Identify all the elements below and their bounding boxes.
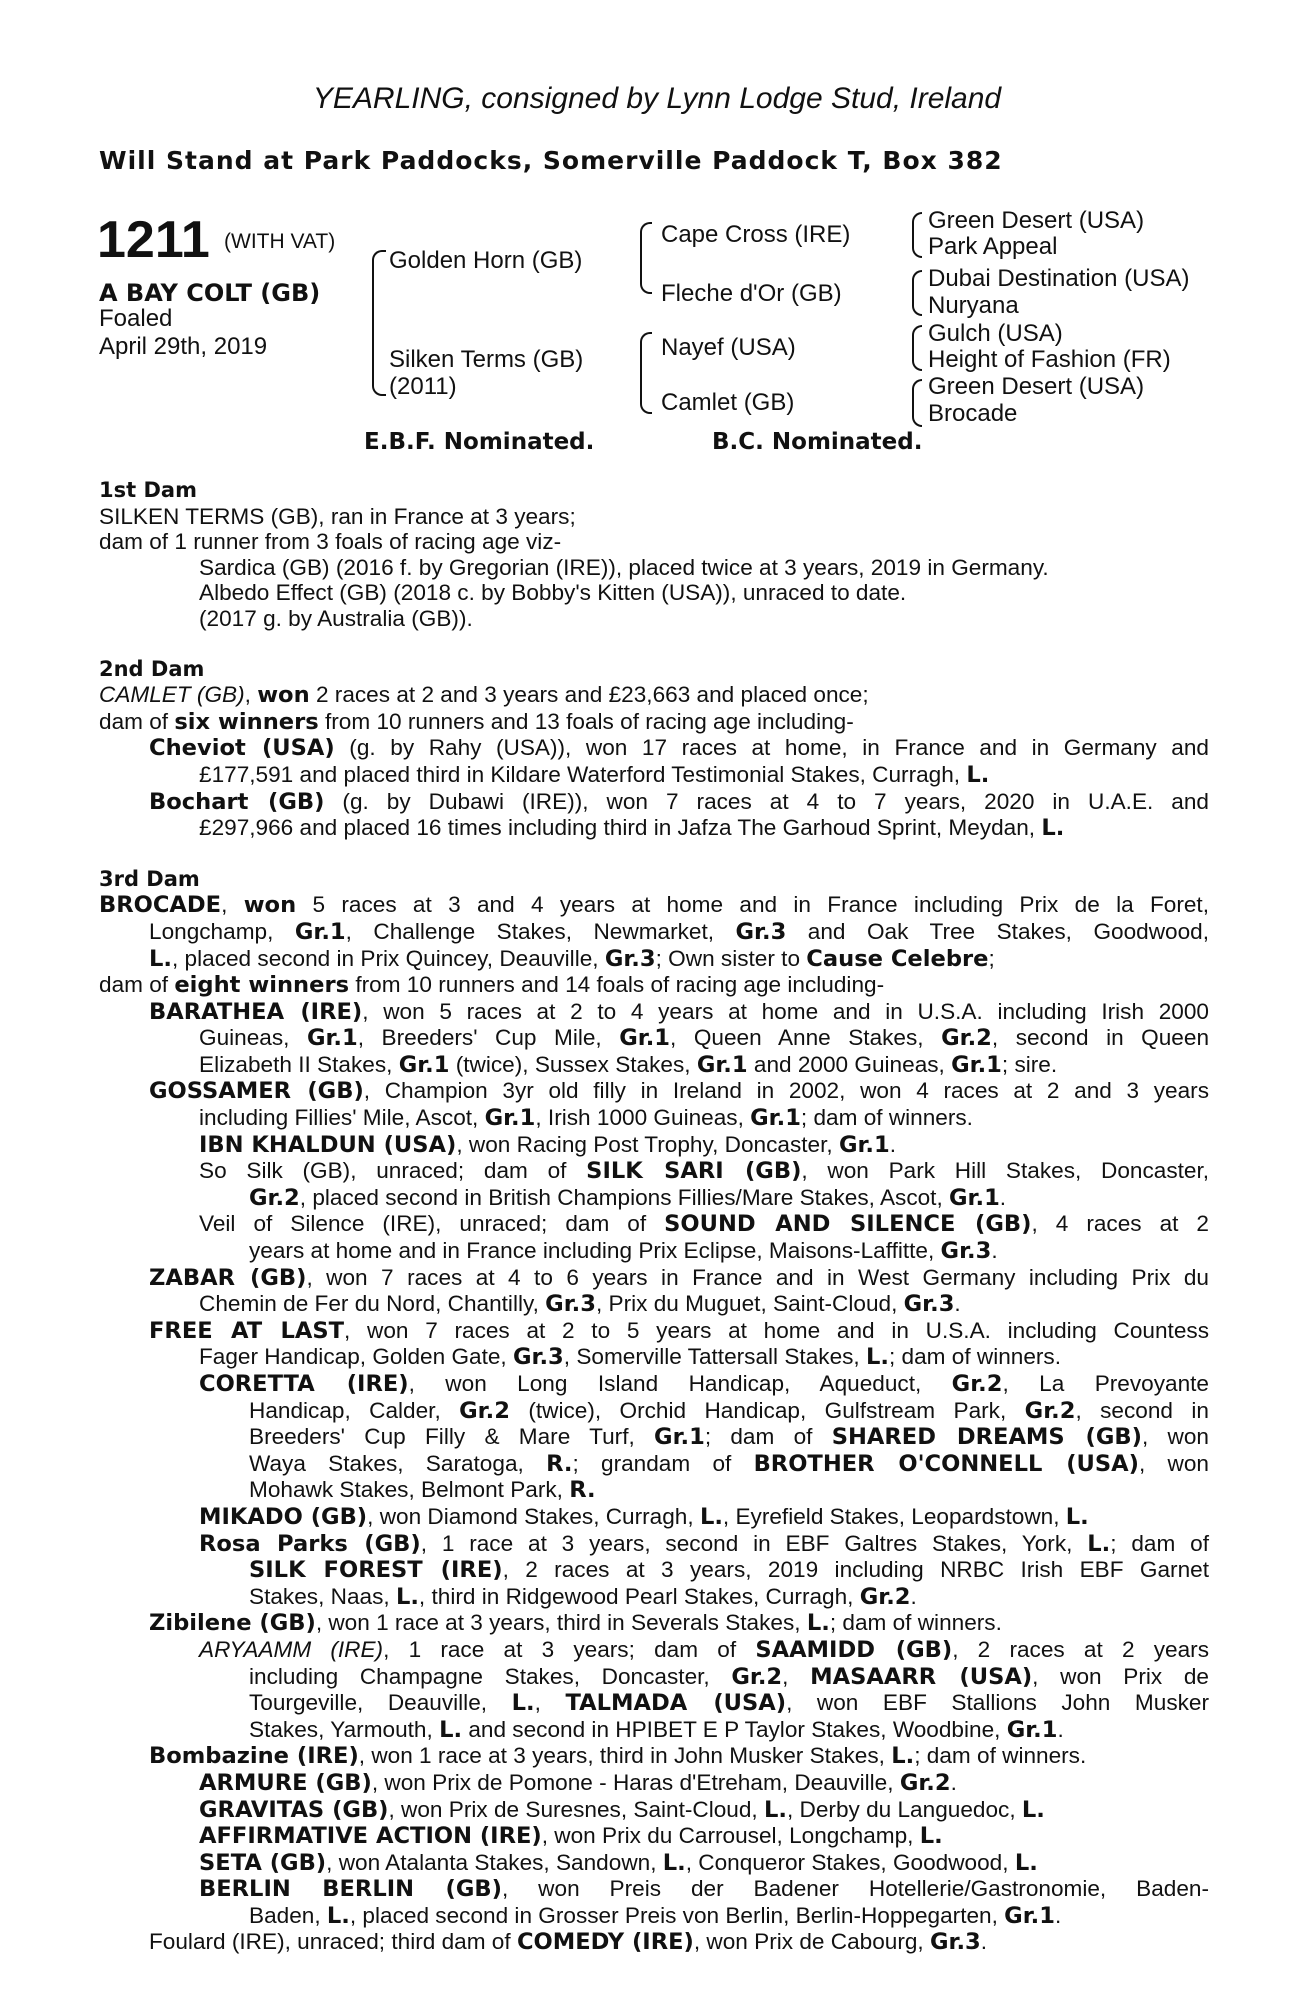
dam-summary: SILKEN TERMS (GB), ran in France at 3 years; xyxy=(99,503,576,529)
produce-entry: ZABAR (GB), won 7 races at 4 to 6 years in France and in West Germany including Prix du xyxy=(149,1264,1209,1291)
second-dam-section xyxy=(99,657,1209,842)
produce-summary: dam of 1 runner from 3 foals of racing age viz- xyxy=(99,529,562,555)
grandparent-4: Nuryana xyxy=(928,292,1019,319)
produce-entry-cont: £177,591 and placed third in Kildare Waterford Testimonial Stakes, Curragh, L. xyxy=(199,761,990,788)
produce-entry: Rosa Parks (GB), 1 race at 3 years, second in EBF Galtres Stakes, York, L.; dam of xyxy=(199,1530,1209,1557)
produce-entry: Bochart (GB) (g. by Dubawi (IRE)), won 7 races at 4 to 7 years, 2020 in U.A.E. and xyxy=(149,788,1209,815)
sire-dam-brace xyxy=(372,250,386,396)
produce-entry-cont: Gr.2, placed second in British Champions Fillies/Mare Stakes, Ascot, Gr.1. xyxy=(249,1184,1007,1211)
section-heading: 2nd Dam xyxy=(99,656,205,681)
third-dam-section xyxy=(99,867,1209,1956)
grandparent-8: Brocade xyxy=(928,400,1018,427)
produce-entry-cont: Tourgeville, Deauville, L., TALMADA (USA), won EBF Stallions John Musker xyxy=(249,1690,1209,1717)
dam-summary: BROCADE, won 5 races at 3 and 4 years at home and in France including Prix de la Foret, xyxy=(99,892,1209,919)
produce-entry-cont: Fager Handicap, Golden Gate, Gr.3, Somerville Tattersall Stakes, L.; dam of winners. xyxy=(199,1344,1062,1371)
produce-entry-cont: Stakes, Yarmouth, L. and second in HPIBET E P Taylor Stakes, Woodbine, Gr.1. xyxy=(249,1716,1064,1743)
bc-nominated: B.C. Nominated. xyxy=(712,429,923,455)
first-dam-section xyxy=(99,478,1209,632)
produce-entry: MIKADO (GB), won Diamond Stakes, Curragh, L., Eyrefield Stakes, Leopardstown, L. xyxy=(199,1503,1089,1530)
produce-entry: Bombazine (IRE), won 1 race at 3 years, third in John Musker Stakes, L.; dam of winners. xyxy=(149,1743,1087,1770)
produce-entry-cont: Mohawk Stakes, Belmont Park, R. xyxy=(249,1477,596,1504)
produce-entry-cont: Stakes, Naas, L., third in Ridgewood Pearl Stakes, Curragh, Gr.2. xyxy=(249,1583,917,1610)
catalogue-body xyxy=(99,478,1209,1956)
produce-entry: CORETTA (IRE), won Long Island Handicap, Aqueduct, Gr.2, La Prevoyante xyxy=(199,1371,1210,1397)
lot-number: 1211 xyxy=(97,211,210,269)
produce-entry: ARMURE (GB), won Prix de Pomone - Haras d'Etreham, Deauville, Gr.2. xyxy=(199,1769,957,1796)
grandparent-5: Gulch (USA) xyxy=(928,320,1063,347)
produce-entry-cont: £297,966 and placed 16 times including third in Jafza The Garhoud Sprint, Meydan, L. xyxy=(199,815,1065,842)
section-heading: 1st Dam xyxy=(99,478,197,502)
produce-summary: dam of eight winners from 10 runners and 14 foals of racing age including- xyxy=(99,972,885,999)
dam-summary: CAMLET (GB), won 2 races at 2 and 3 years and £23,663 and placed once; xyxy=(99,682,869,709)
produce-entry-cont: Breeders' Cup Filly & Mare Turf, Gr.1; dam of SHARED DREAMS (GB), won xyxy=(249,1424,1209,1451)
sire-sire: Cape Cross (IRE) xyxy=(661,221,851,248)
produce-entry-cont: Guineas, Gr.1, Breeders' Cup Mile, Gr.1, Queen Anne Stakes, Gr.2, second in Queen xyxy=(199,1025,1210,1052)
produce-entry: Zibilene (GB), won 1 race at 3 years, third in Severals Stakes, L.; dam of winners. xyxy=(149,1610,1002,1637)
sire-line-brace xyxy=(640,222,652,294)
produce-entry: BARATHEA (IRE), won 5 races at 2 to 4 years at home and in U.S.A. including Irish 2000 xyxy=(149,998,1209,1025)
dam-summary-cont: Longchamp, Gr.1, Challenge Stakes, Newmarket, Gr.3 and Oak Tree Stakes, Goodwood, xyxy=(149,918,1210,945)
produce-entry: GOSSAMER (GB), Champion 3yr old filly in Ireland in 2002, won 4 races at 2 and 3 years xyxy=(149,1078,1209,1105)
grandparent-7: Green Desert (USA) xyxy=(928,373,1145,400)
g-brace-3 xyxy=(912,325,922,371)
produce-entry: FREE AT LAST, won 7 races at 2 to 5 years at home and in U.S.A. including Countess xyxy=(149,1317,1209,1344)
produce-entry: AFFIRMATIVE ACTION (IRE), won Prix du Carrousel, Longchamp, L. xyxy=(199,1823,943,1850)
produce-entry: Sardica (GB) (2016 f. by Gregorian (IRE)), placed twice at 3 years, 2019 in Germany. xyxy=(199,554,1049,580)
produce-entry-cont: Handicap, Calder, Gr.2 (twice), Orchid Handicap, Gulfstream Park, Gr.2, second in xyxy=(249,1397,1209,1424)
produce-entry-cont: SILK FOREST (IRE), 2 races at 3 years, 2019 including NRBC Irish EBF Garnet xyxy=(249,1557,1209,1584)
foaled-date: April 29th, 2019 xyxy=(99,333,268,360)
stand-location: Will Stand at Park Paddocks, Somerville Paddock T, Box 382 xyxy=(99,146,1003,175)
produce-entry: Cheviot (USA) (g. by Rahy (USA)), won 17 races at home, in France and in Germany and xyxy=(149,735,1209,762)
produce-entry-cont: Chemin de Fer du Nord, Chantilly, Gr.3, Prix du Muguet, Saint-Cloud, Gr.3. xyxy=(199,1291,961,1318)
page-title: YEARLING, consigned by Lynn Lodge Stud, Ireland xyxy=(312,82,1002,115)
ebf-nominated: E.B.F. Nominated. xyxy=(364,429,595,455)
produce-entry-cont: Baden, L., placed second in Grosser Preis von Berlin, Berlin-Hoppegarten, Gr.1. xyxy=(249,1902,1062,1929)
dam-sire: Nayef (USA) xyxy=(661,334,796,361)
grandparent-2: Park Appeal xyxy=(928,233,1058,260)
produce-entry: IBN KHALDUN (USA), won Racing Post Trophy, Doncaster, Gr.1. xyxy=(199,1131,897,1158)
vat-label: (WITH VAT) xyxy=(224,230,336,253)
produce-entry: SETA (GB), won Atalanta Stakes, Sandown, L., Conqueror Stakes, Goodwood, L. xyxy=(199,1849,1038,1876)
produce-entry: So Silk (GB), unraced; dam of SILK SARI (GB), won Park Hill Stakes, Doncaster, xyxy=(199,1158,1210,1185)
dam-year: (2011) xyxy=(389,373,457,400)
lot-name: A BAY COLT (GB) xyxy=(99,279,321,307)
dam-line-brace xyxy=(640,332,652,414)
foaled-label: Foaled xyxy=(99,305,173,332)
produce-entry: Foulard (IRE), unraced; third dam of COMEDY (IRE), won Prix de Cabourg, Gr.3. xyxy=(149,1929,988,1956)
produce-entry: BERLIN BERLIN (GB), won Preis der Badener Hotellerie/Gastronomie, Baden- xyxy=(199,1876,1209,1903)
produce-entry-cont: including Champagne Stakes, Doncaster, Gr.2, MASAARR (USA), won Prix de xyxy=(249,1663,1209,1690)
sire-dam: Fleche d'Or (GB) xyxy=(661,280,842,307)
grandparent-1: Green Desert (USA) xyxy=(928,207,1145,234)
produce-entry-cont: years at home and in France including Prix Eclipse, Maisons-Laffitte, Gr.3. xyxy=(249,1238,998,1265)
produce-entry: Veil of Silence (IRE), unraced; dam of SOUND AND SILENCE (GB), 4 races at 2 xyxy=(199,1211,1209,1238)
grandparent-6: Height of Fashion (FR) xyxy=(928,346,1171,373)
produce-entry-cont: including Fillies' Mile, Ascot, Gr.1, Irish 1000 Guineas, Gr.1; dam of winners. xyxy=(199,1105,973,1132)
produce-entry-cont: Waya Stakes, Saratoga, R.; grandam of BROTHER O'CONNELL (USA), won xyxy=(249,1450,1209,1477)
section-heading: 3rd Dam xyxy=(99,866,200,891)
dam-summary-cont: L., placed second in Prix Quincey, Deauville, Gr.3; Own sister to Cause Celebre; xyxy=(149,945,995,972)
produce-entry: ARYAAMM (IRE), 1 race at 3 years; dam of SAAMIDD (GB), 2 races at 2 years xyxy=(199,1636,1209,1663)
sire-name: Golden Horn (GB) xyxy=(389,247,583,274)
produce-entry: Albedo Effect (GB) (2018 c. by Bobby's Kitten (USA)), unraced to date. xyxy=(199,580,907,606)
produce-entry: GRAVITAS (GB), won Prix de Suresnes, Saint-Cloud, L., Derby du Languedoc, L. xyxy=(199,1796,1045,1823)
g-brace-1 xyxy=(912,212,922,258)
g-brace-2 xyxy=(912,270,922,316)
dam-dam: Camlet (GB) xyxy=(661,389,795,416)
dam-name: Silken Terms (GB) xyxy=(389,346,584,373)
g-brace-4 xyxy=(912,379,922,427)
produce-entry-cont: Elizabeth II Stakes, Gr.1 (twice), Sussex Stakes, Gr.1 and 2000 Guineas, Gr.1; sire. xyxy=(199,1051,1058,1078)
grandparent-3: Dubai Destination (USA) xyxy=(928,265,1190,292)
produce-entry: (2017 g. by Australia (GB)). xyxy=(199,605,473,631)
produce-summary: dam of six winners from 10 runners and 13 foals of racing age including- xyxy=(99,708,854,735)
